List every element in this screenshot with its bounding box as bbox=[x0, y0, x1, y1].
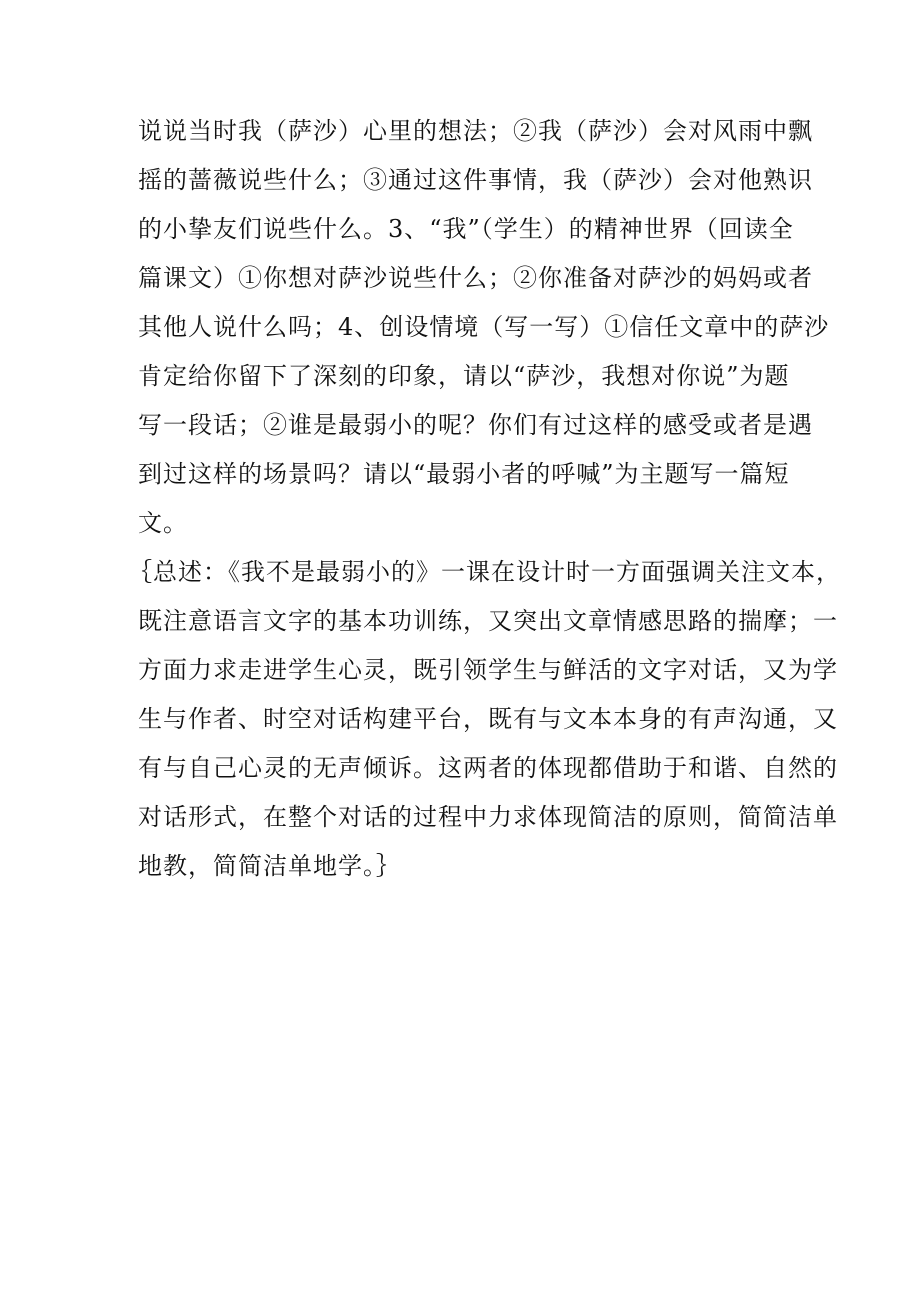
text-line: 地教，简简洁单地学。｝ bbox=[138, 852, 401, 880]
text-line: 文。 bbox=[138, 509, 188, 537]
text-line: 写一段话；②谁是最弱小的呢？你们有过这样的感受或者是遇 bbox=[138, 411, 813, 439]
text-line: 有与自己心灵的无声倾诉。这两者的体现都借助于和谐、自然的 bbox=[138, 754, 838, 782]
text-line: 摇的蔷薇说些什么；③通过这件事情，我（萨沙）会对他熟识 bbox=[138, 166, 813, 194]
text-line: 方面力求走进学生心灵，既引领学生与鲜活的文字对话，又为学 bbox=[138, 656, 838, 684]
text-line: 肯定给你留下了深刻的印象，请以“萨沙，我想对你说”为题 bbox=[138, 362, 790, 390]
text-line: 生与作者、时空对话构建平台，既有与文本本身的有声沟通，又 bbox=[138, 705, 838, 733]
text-line: 的小挚友们说些什么。3、“我”（学生）的精神世界（回读全 bbox=[138, 215, 794, 243]
text-line: 篇课文）①你想对萨沙说些什么；②你准备对萨沙的妈妈或者 bbox=[138, 264, 813, 292]
text-line: 其他人说什么吗；4、创设情境（写一写）①信任文章中的萨沙 bbox=[138, 313, 830, 341]
text-line: 说说当时我（萨沙）心里的想法；②我（萨沙）会对风雨中飘 bbox=[138, 117, 813, 145]
text-line: 既注意语言文字的基本功训练，又突出文章情感思路的揣摩；一 bbox=[138, 607, 838, 635]
text-line: 对话形式，在整个对话的过程中力求体现简洁的原则，简简洁单 bbox=[138, 803, 838, 831]
text-line: ｛总述：《我不是最弱小的》一课在设计时一方面强调关注文本， bbox=[128, 558, 841, 586]
text-line: 到过这样的场景吗？请以“最弱小者的呼喊”为主题写一篇短 bbox=[138, 460, 790, 488]
